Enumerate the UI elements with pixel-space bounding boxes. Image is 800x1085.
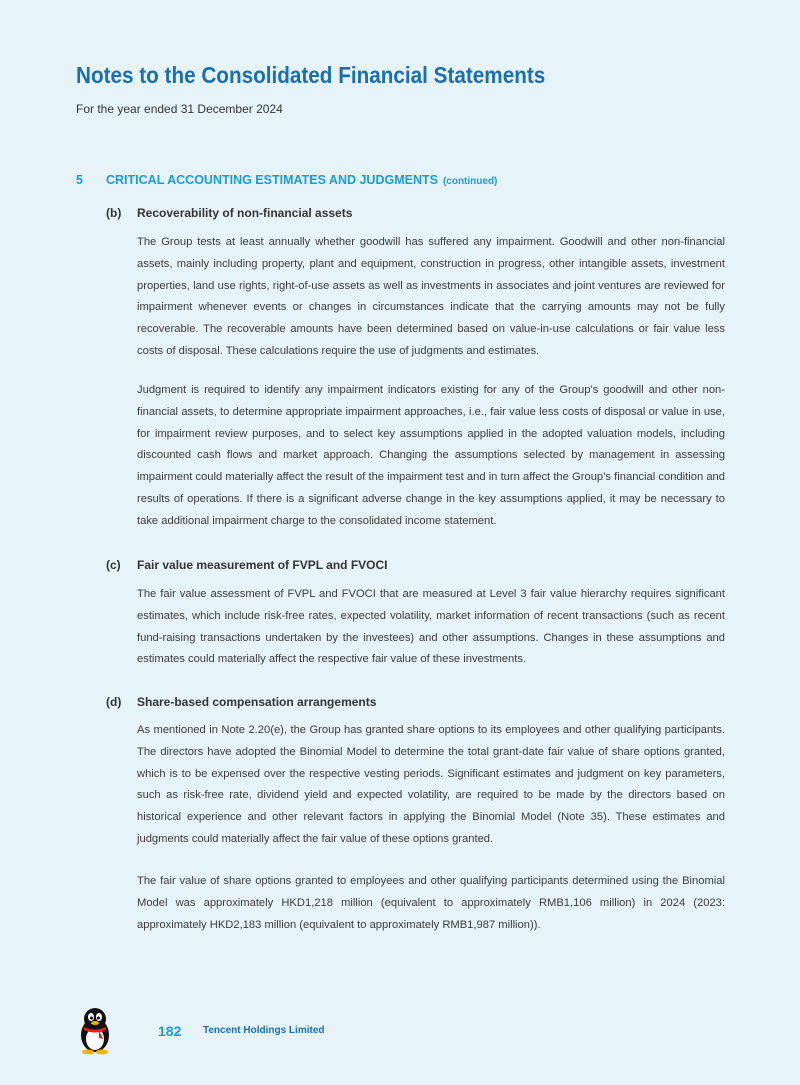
qq-penguin-icon xyxy=(75,1005,115,1055)
subsection-d-paragraph-2: The fair value of share options granted to employees and other qualifying participants determined using the Binomial Model was approximately HKD1,218 million (equivalent to approximately RMB1,106 million) in 2024 (2023: approximately HKD2,183 million (equivalent to approximately RMB1,987 million)). xyxy=(137,875,725,931)
subsection-b-letter: (b) xyxy=(106,206,122,220)
company-name: Tencent Holdings Limited xyxy=(203,1025,325,1036)
subsection-c-paragraph-1: The fair value assessment of FVPL and FVOCI that are measured at Level 3 fair value hierarchy requires significant estimates, which include risk-free rates, expected volatility, market information of recent transactions (such as recent fund-raising transactions undertaken by the investees) and other assumptions. Changes in these assumptions and estimates could materially affect the respective fair value of these investments. xyxy=(137,588,725,666)
section-heading xyxy=(76,173,497,187)
subsection-b-paragraph-1: The Group tests at least annually whether goodwill has suffered any impairment. Goodwill and other non-financial assets, mainly including property, plant and equipment, construction in progress, other intangible assets, investment properties, land use rights, right-of-use assets as well as investments in associates and joint ventures are reviewed for impairment whenever events or changes in circumstances indicate that the carrying amounts may not be fully recoverable. The recoverable amounts have been determined based on value-in-use calculations or fair value less costs of disposal. These calculations require the use of judgments and estimates. xyxy=(137,236,725,357)
section-title: CRITICAL ACCOUNTING ESTIMATES AND JUDGMENTS xyxy=(106,173,438,187)
subsection-b-title: Recoverability of non-financial assets xyxy=(137,206,353,220)
subsection-c-heading xyxy=(106,558,388,572)
subsection-b-heading xyxy=(106,206,352,220)
subsection-b-paragraph-2: Judgment is required to identify any impairment indicators existing for any of the Group’s goodwill and other non-financial assets, to determine appropriate impairment approaches, i.e., fair value less costs of disposal or value in use, for impairment review purposes, and to select key assumptions applied in the adopted valuation models, including discounted cash flows and market approach. Changing the assumptions selected by management in assessing impairment could materially affect the result of the impairment test and in turn affect the Group’s financial condition and results of operations. If there is a significant adverse change in the key assumptions applied, it may be necessary to take additional impairment charge to the consolidated income statement. xyxy=(137,384,725,527)
subsection-c-title: Fair value measurement of FVPL and FVOCI xyxy=(137,558,388,572)
subsection-c-letter: (c) xyxy=(106,558,121,572)
page-number: 182 xyxy=(158,1023,182,1039)
subsection-d-heading xyxy=(106,695,376,709)
subsection-d-paragraph-1: As mentioned in Note 2.20(e), the Group has granted share options to its employees and other qualifying participants. The directors have adopted the Binomial Model to determine the total grant-date fair value of share options granted, which is to be expensed over the respective vesting periods. Significant estimates and judgment on key parameters, such as risk-free rate, dividend yield and expected volatility, are required to be made by the directors based on historical experience and other relevant factors in applying the Binomial Model (Note 35). These estimates and judgments could materially affect the fair value of these options granted. xyxy=(137,724,725,845)
subsection-d-letter: (d) xyxy=(106,695,122,709)
section-number: 5 xyxy=(76,173,83,187)
section-continued: (continued) xyxy=(442,176,498,187)
page-title: Notes to the Consolidated Financial Statements xyxy=(76,62,546,88)
page-subtitle: For the year ended 31 December 2024 xyxy=(76,102,283,116)
subsection-d-title: Share-based compensation arrangements xyxy=(137,695,377,709)
